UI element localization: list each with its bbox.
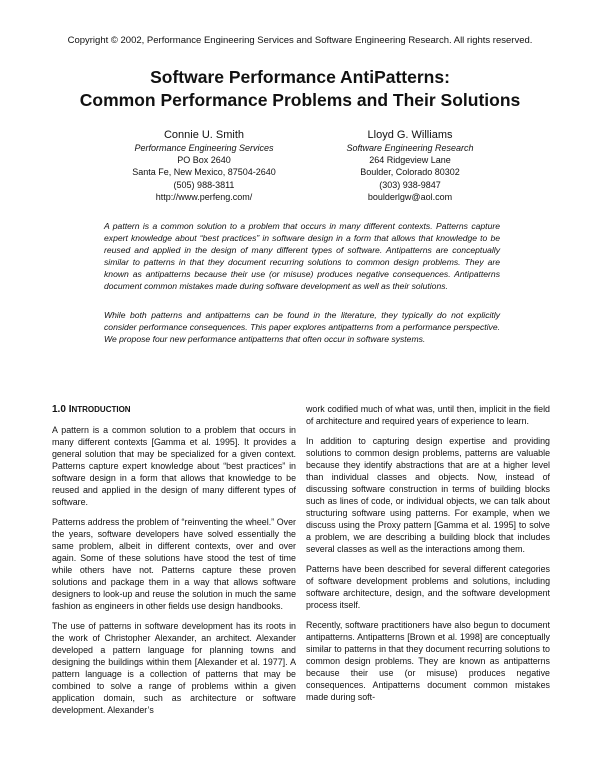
title-line-1: Software Performance AntiPatterns: — [150, 67, 450, 87]
copyright-notice: Copyright © 2002, Performance Engineering Services and Software Engineering Research. All rights reserved. — [67, 35, 533, 46]
author-block-smith — [94, 128, 314, 203]
section-heading — [52, 403, 296, 416]
author-organization: Performance Engineering Services — [134, 143, 274, 153]
title-line-2: Common Performance Problems and Their Solutions — [79, 90, 521, 110]
paper-title — [0, 66, 600, 112]
body-paragraph: Recently, software practitioners have also begun to document antipatterns. Antipatterns [Brown et al. 1998] are conceptually similar to patterns in that they document recurring solutions to common design problems. They are known as antipatterns because their use (or misuse) produces negative consequences. Antipatterns document common mistakes made during soft- — [306, 620, 550, 702]
body-paragraph: The use of patterns in software development has its roots in the work of Christopher Alexander, an architect. Alexander developed a pattern language for planning towns and designing the buildings within them [Alexander et al. 1977]. A pattern language is a collection of patterns that may be combined to solve a range of problems within a given application domain, such as architecture or software development. Alexander’s — [52, 621, 296, 715]
author-block-williams — [300, 128, 520, 203]
author-organization: Software Engineering Research — [346, 143, 474, 153]
author-address-line-2: Santa Fe, New Mexico, 87504-2640 — [132, 167, 276, 178]
author-address-line-1: PO Box 2640 — [177, 155, 231, 166]
author-website[interactable]: http://www.perfeng.com/ — [155, 191, 253, 202]
author-phone: (505) 988-3811 — [173, 179, 235, 190]
abstract-text: While both patterns and antipatterns can be found in the literature, they typically do not explicitly consider performance consequences. This paper explores antipatterns from a performance perspective. We propose four new performance antipatterns that often occur in software systems. — [104, 310, 500, 344]
body-paragraph: In addition to capturing design expertise and providing solutions to common design problems, patterns are valuable because they identify abstractions that are at a higher level than individual classes and objects. Now, instead of discussing software construction in terms of building blocks such as lines of code, or individual objects, we can talk about structuring software using patterns. For example, when we discuss using the Proxy pattern [Gamma et al. 1995] to solve a problem, we are describing a building block that includes several classes as well as the interactions among them. — [306, 436, 550, 554]
body-paragraph: work codified much of what was, until then, implicit in the field of architecture and required years of experience to learn. — [306, 404, 550, 426]
body-column-right — [306, 403, 550, 711]
author-email[interactable]: boulderlgw@aol.com — [367, 191, 453, 202]
body-column-left — [52, 403, 296, 724]
body-paragraph: A pattern is a common solution to a problem that occurs in many different contexts [Gamma et al. 1995]. It provides a general solution that may be specialized for a given context. Patterns capture expert knowledge about “best practices” in software design in a form that allows that knowledge to be reused and applied in the design of many different types of software. — [52, 425, 296, 507]
abstract-paragraph-2 — [104, 309, 500, 345]
author-name: Connie U. Smith — [163, 129, 245, 141]
abstract-text: A pattern is a common solution to a problem that occurs in many different contexts. Patterns capture expert knowledge about “best practices” in software design in a form that allows that knowledge to be reused and applied in the design of many different types of software. Antipatterns are conceptually similar to patterns in that they document recurring solutions to common design problems. They are known as antipatterns because their use (or misuse) produces negative consequences. Antipatterns document common mistakes made during software development as well as their solutions. — [104, 221, 500, 291]
body-paragraph: Patterns address the problem of “reinventing the wheel.” Over the years, software developers have solved essentially the same problem, albeit in different contexts, over and over again. Some of these solutions have stood the test of time while others have not. Patterns capture these proven solutions and package them in a way that allows software designers to look-up and reuse the solution in much the same fashion as engineers in other fields use design handbooks. — [52, 517, 296, 611]
section-title-initial: I — [68, 404, 72, 415]
author-address-line-1: 264 Ridgeview Lane — [369, 155, 451, 166]
section-number: 1.0 — [52, 404, 66, 415]
section-title-rest: NTRODUCTION — [71, 405, 131, 414]
body-paragraph: Patterns have been described for several different categories of software development problems and solutions, including software architecture, design, and the software development process itself. — [306, 564, 550, 610]
author-name: Lloyd G. Williams — [367, 129, 453, 141]
abstract-paragraph-1 — [104, 220, 500, 292]
author-address-line-2: Boulder, Colorado 80302 — [360, 167, 460, 178]
author-phone: (303) 938-9847 — [379, 179, 441, 190]
